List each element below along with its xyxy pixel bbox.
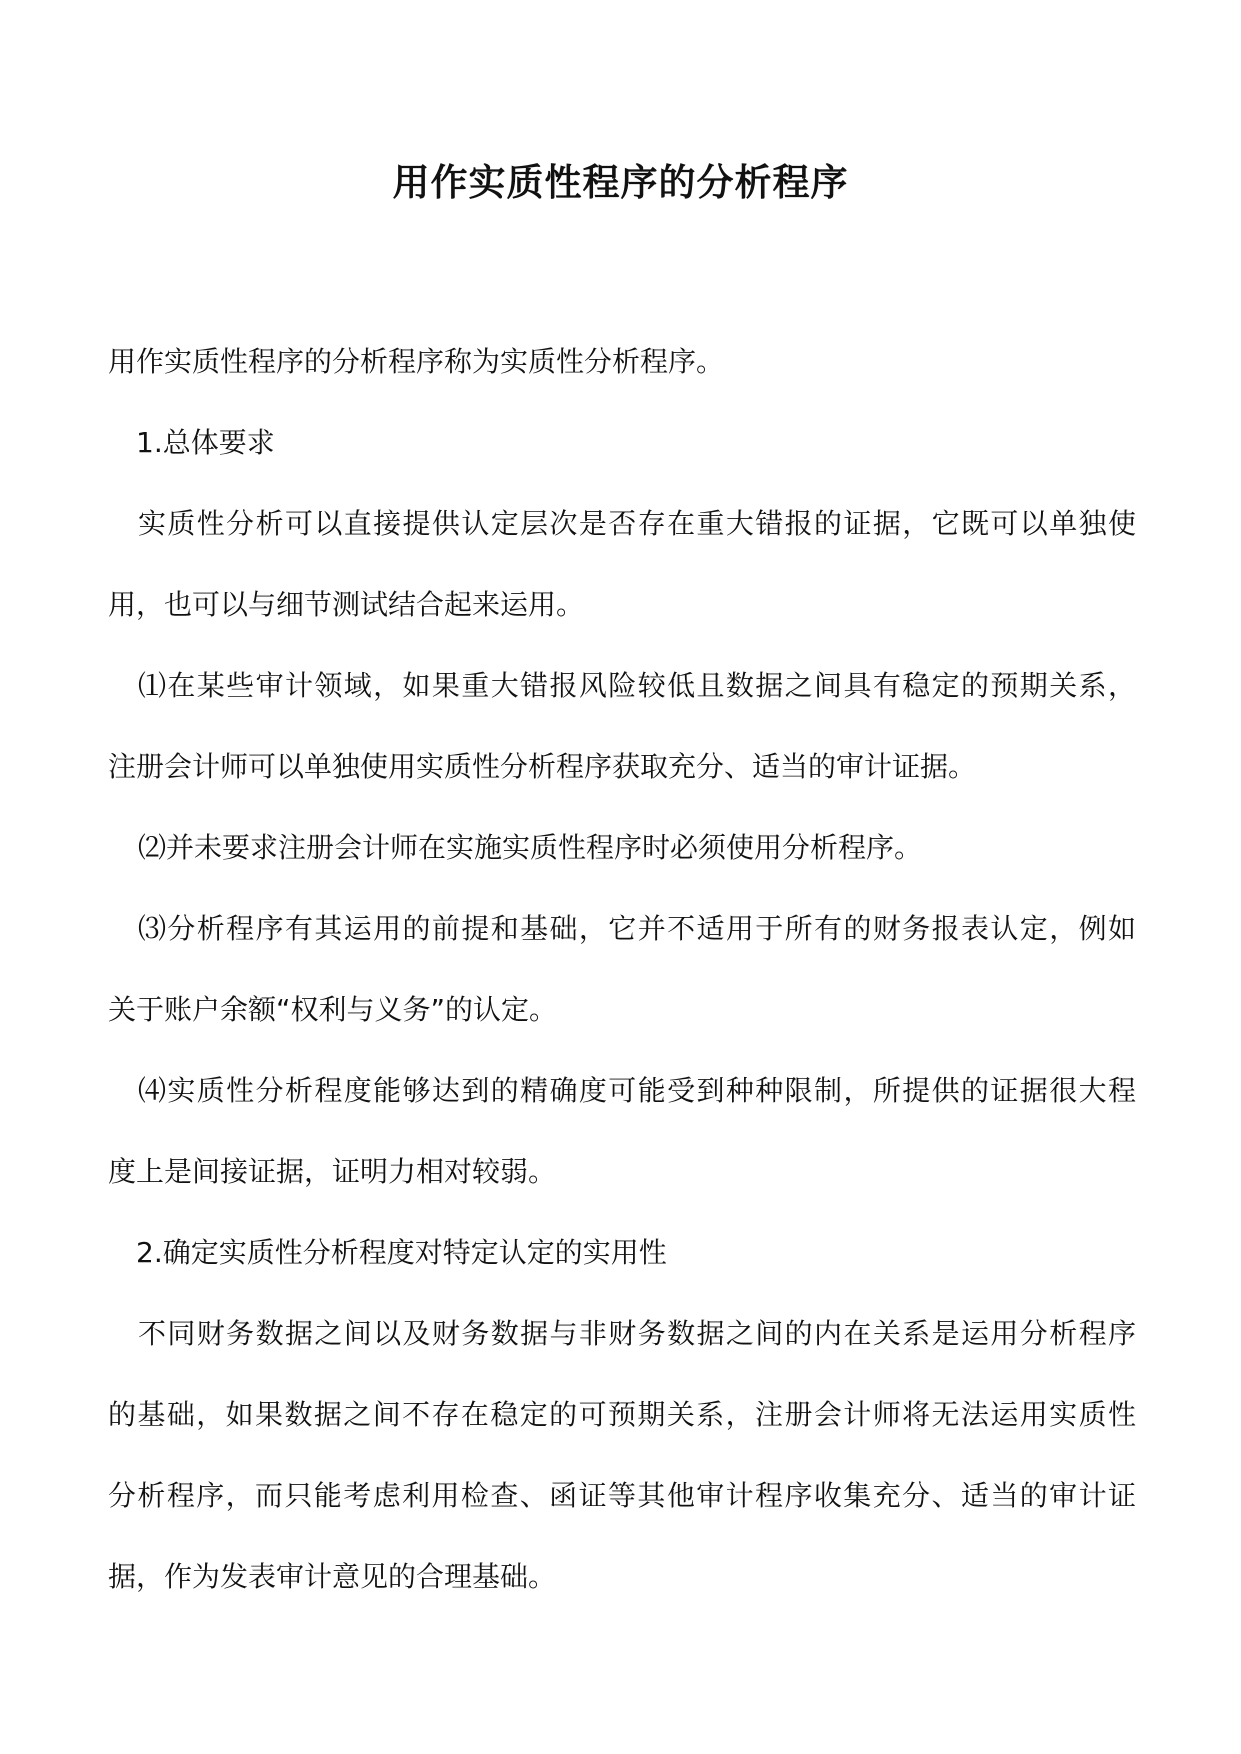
paragraph-line: 不同财务数据之间以及财务数据与非财务数据之间的内在关系是运用分析程序 bbox=[138, 1317, 1136, 1350]
list-item-1-line: 注册会计师可以单独使用实质性分析程序获取充分、适当的审计证据。 bbox=[108, 750, 977, 783]
list-item-1-line: ⑴在某些审计领域，如果重大错报风险较低且数据之间具有稳定的预期关系， bbox=[138, 669, 1136, 702]
list-item-2-line: ⑵并未要求注册会计师在实施实质性程序时必须使用分析程序。 bbox=[138, 831, 923, 864]
paragraph-intro: 用作实质性程序的分析程序称为实质性分析程序。 bbox=[108, 345, 725, 378]
list-item-3-line: 关于账户余额“权利与义务”的认定。 bbox=[108, 993, 558, 1026]
list-item-4-line: 度上是间接证据，证明力相对较弱。 bbox=[108, 1155, 557, 1188]
document-title: 用作实质性程序的分析程序 bbox=[392, 161, 849, 204]
paragraph-line: 实质性分析可以直接提供认定层次是否存在重大错报的证据，它既可以单独使 bbox=[138, 507, 1136, 540]
section-heading-1: 1.总体要求 bbox=[136, 426, 275, 459]
paragraph-line: 用，也可以与细节测试结合起来运用。 bbox=[108, 588, 585, 621]
section-heading-2: 2.确定实质性分析程度对特定认定的实用性 bbox=[136, 1236, 667, 1269]
paragraph-line: 分析程序，而只能考虑利用检查、函证等其他审计程序收集充分、适当的审计证 bbox=[108, 1479, 1136, 1512]
list-item-3-line: ⑶分析程序有其运用的前提和基础，它并不适用于所有的财务报表认定，例如 bbox=[138, 912, 1136, 945]
document-body bbox=[108, 342, 1136, 1638]
paragraph-line: 据，作为发表审计意见的合理基础。 bbox=[108, 1560, 557, 1593]
paragraph-line: 的基础，如果数据之间不存在稳定的可预期关系，注册会计师将无法运用实质性 bbox=[108, 1398, 1136, 1431]
list-item-4-line: ⑷实质性分析程度能够达到的精确度可能受到种种限制，所提供的证据很大程 bbox=[138, 1074, 1136, 1107]
